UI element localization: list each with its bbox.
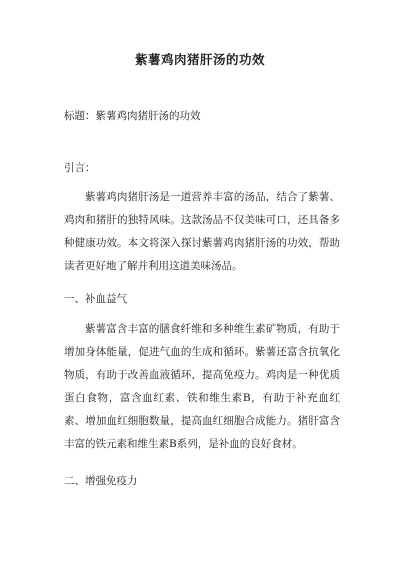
document-title: 紫薯鸡肉猪肝汤的功效 [134,52,265,67]
section-paragraph-blood: 紫薯富含丰富的膳食纤维和多种维生素矿物质，有助于增加身体能量，促进气血的生成和循环。紫薯还富含抗氧化物质，有助于改善血液循环，提高免疫力。鸡肉是一种优质蛋白食物，富含血红素、铁和维生素B，有助于补充血红素、增加血红细胞数量，提高血红细胞合成能力。猪肝富含丰富的铁元素和维生素B系列，是补血的良好食材。 [64,323,340,450]
section-heading-blood: 一、补血益气 [64,293,127,305]
intro-heading: 引言： [64,162,96,174]
intro-paragraph: 紫薯鸡肉猪肝汤是一道营养丰富的汤品，结合了紫薯、鸡肉和猪肝的独特风味。这款汤品不仅美味可口，还具备多种健康功效。本文将深入探讨紫薯鸡肉猪肝汤的功效，帮助读者更好地了解并利用这道美味汤品。 [64,191,340,272]
title-line: 标题：紫薯鸡肉猪肝汤的功效 [64,110,201,122]
section-heading-immunity: 二、增强免疫力 [64,475,138,487]
